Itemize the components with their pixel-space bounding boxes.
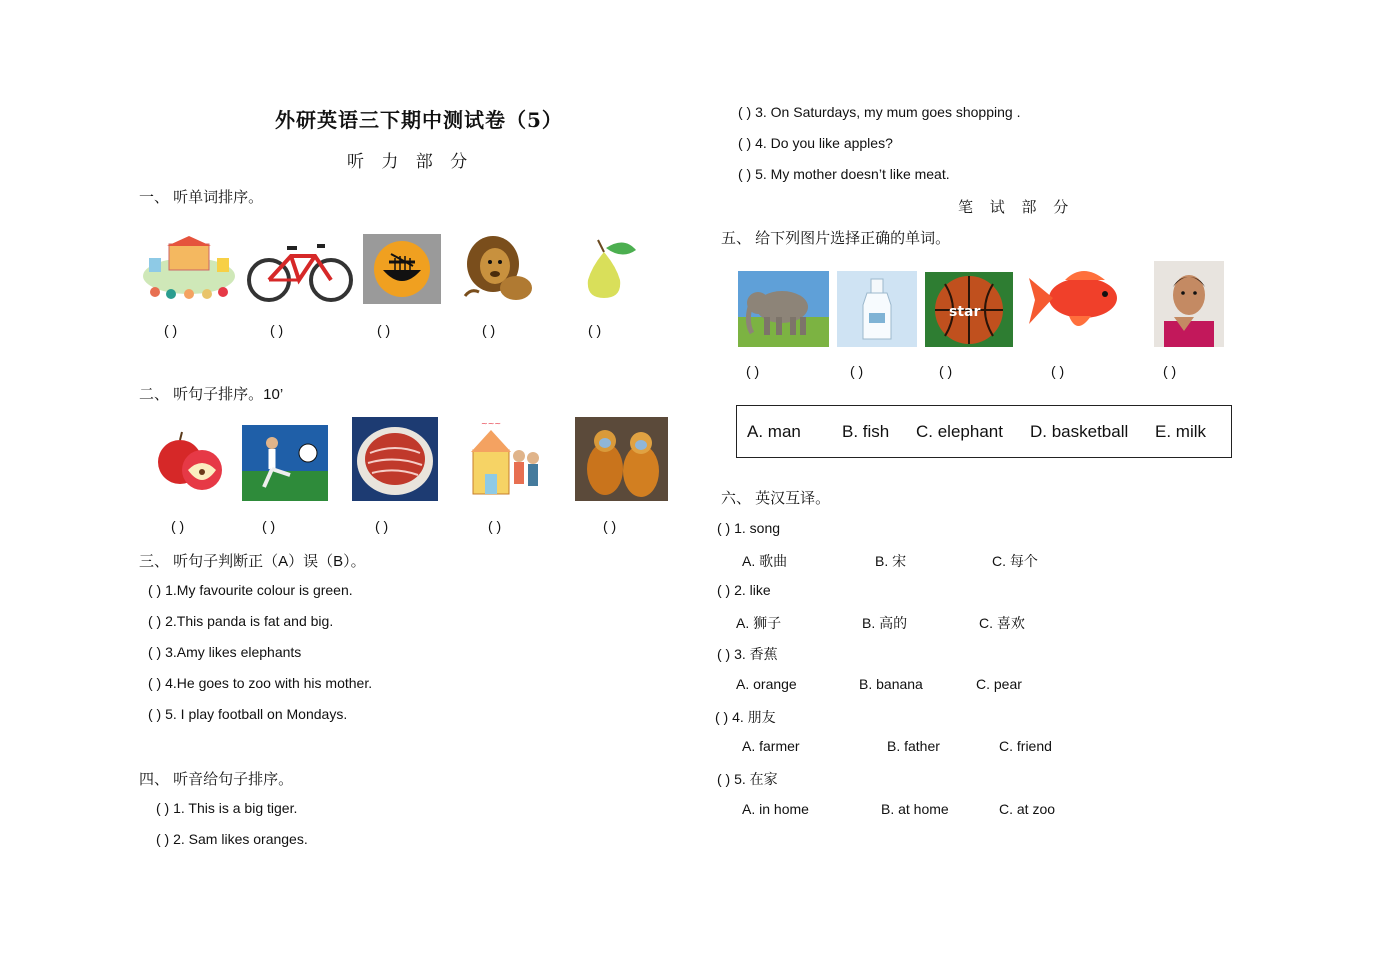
word-option: A. man — [747, 422, 801, 441]
translation-option: B. 宋 — [875, 553, 907, 569]
noodles-picture — [363, 234, 441, 304]
football-player-picture — [242, 425, 328, 501]
meat-picture — [352, 417, 438, 501]
translation-option: C. 喜欢 — [979, 615, 1025, 631]
man-picture — [1154, 261, 1224, 347]
answer-blank[interactable]: ( ) — [939, 363, 953, 379]
answer-blank[interactable]: ( ) — [588, 322, 602, 338]
translation-option: B. father — [887, 738, 940, 754]
answer-blank[interactable]: ( ) — [164, 322, 178, 338]
translation-option: C. pear — [976, 676, 1022, 692]
translation-question[interactable]: ( ) 3. 香蕉 — [717, 646, 778, 662]
word-option: D. basketball — [1030, 422, 1129, 441]
translation-option: A. 歌曲 — [742, 553, 788, 569]
answer-blank[interactable]: ( ) — [375, 518, 389, 534]
translation-option: C. 每个 — [992, 553, 1038, 569]
svg-text:~~~: ~~~ — [481, 419, 502, 428]
word-option: C. elephant — [916, 422, 1003, 441]
judgment-item[interactable]: ( ) 1.My favourite colour is green. — [148, 582, 353, 598]
fish-picture — [1025, 262, 1129, 340]
pear-picture — [580, 236, 640, 302]
word-options-box — [736, 405, 1232, 458]
elephant-picture — [738, 271, 829, 347]
judgment-item[interactable]: ( ) 2.This panda is fat and big. — [148, 613, 334, 629]
answer-blank[interactable]: ( ) — [746, 363, 760, 379]
park-picture — [141, 236, 237, 304]
translation-option: A. orange — [736, 676, 797, 692]
translation-option: C. at zoo — [999, 801, 1056, 817]
ordering-item[interactable]: ( ) 5. My mother doesn’t like meat. — [738, 166, 950, 182]
translation-question[interactable]: ( ) 5. 在家 — [717, 771, 778, 787]
ordering-item[interactable]: ( ) 3. On Saturdays, my mum goes shopping . — [738, 104, 1021, 120]
answer-blank[interactable]: ( ) — [1163, 363, 1177, 379]
school-children-picture — [461, 416, 545, 502]
translation-question[interactable]: ( ) 4. 朋友 — [715, 709, 776, 725]
writing-heading: 笔 试 部 分 — [958, 198, 1075, 216]
monkeys-picture — [575, 417, 668, 501]
milk-bottle-picture — [837, 271, 917, 347]
ordering-item[interactable]: ( ) 2. Sam likes oranges. — [156, 831, 308, 847]
translation-question[interactable]: ( ) 2. like — [717, 582, 771, 598]
translation-option: A. in home — [742, 801, 809, 817]
section3-heading: 三、 听句子判断正（A）误（B）。 — [139, 553, 366, 570]
ordering-item[interactable]: ( ) 4. Do you like apples? — [738, 135, 893, 151]
judgment-item[interactable]: ( ) 5. I play football on Mondays. — [148, 706, 348, 722]
svg-text:star: star — [949, 304, 981, 320]
answer-blank[interactable]: ( ) — [270, 322, 284, 338]
section6-heading: 六、 英汉互译。 — [721, 490, 831, 507]
translation-option: C. friend — [999, 738, 1052, 754]
answer-blank[interactable]: ( ) — [171, 518, 185, 534]
answer-blank[interactable]: ( ) — [377, 322, 391, 338]
translation-option: B. banana — [859, 676, 923, 692]
basketball-picture — [925, 272, 1013, 347]
bicycle-picture — [245, 236, 355, 304]
translation-option: B. 高的 — [862, 615, 908, 631]
ordering-item[interactable]: ( ) 1. This is a big tiger. — [156, 800, 298, 816]
answer-blank[interactable]: ( ) — [1051, 363, 1065, 379]
translation-option: A. 狮子 — [736, 615, 782, 631]
apple-picture — [154, 426, 226, 496]
section4-heading: 四、 听音给句子排序。 — [139, 771, 294, 788]
judgment-item[interactable]: ( ) 4.He goes to zoo with his mother. — [148, 675, 373, 691]
answer-blank[interactable]: ( ) — [482, 322, 496, 338]
page-title: 外研英语三下期中测试卷（5） — [275, 108, 563, 132]
section5-heading: 五、 给下列图片选择正确的单词。 — [721, 230, 951, 247]
translation-option: B. at home — [881, 801, 949, 817]
translation-option: A. farmer — [742, 738, 800, 754]
listening-heading: 听 力 部 分 — [347, 152, 474, 172]
answer-blank[interactable]: ( ) — [262, 518, 276, 534]
answer-blank[interactable]: ( ) — [603, 518, 617, 534]
word-option: B. fish — [842, 422, 890, 441]
answer-blank[interactable]: ( ) — [850, 363, 864, 379]
word-option: E. milk — [1155, 422, 1206, 441]
answer-blank[interactable]: ( ) — [488, 518, 502, 534]
section2-heading: 二、 听句子排序。10’ — [139, 386, 284, 403]
translation-question[interactable]: ( ) 1. song — [717, 520, 781, 536]
section1-heading: 一、 听单词排序。 — [139, 189, 264, 206]
judgment-item[interactable]: ( ) 3.Amy likes elephants — [148, 644, 302, 660]
lion-picture — [461, 232, 533, 304]
